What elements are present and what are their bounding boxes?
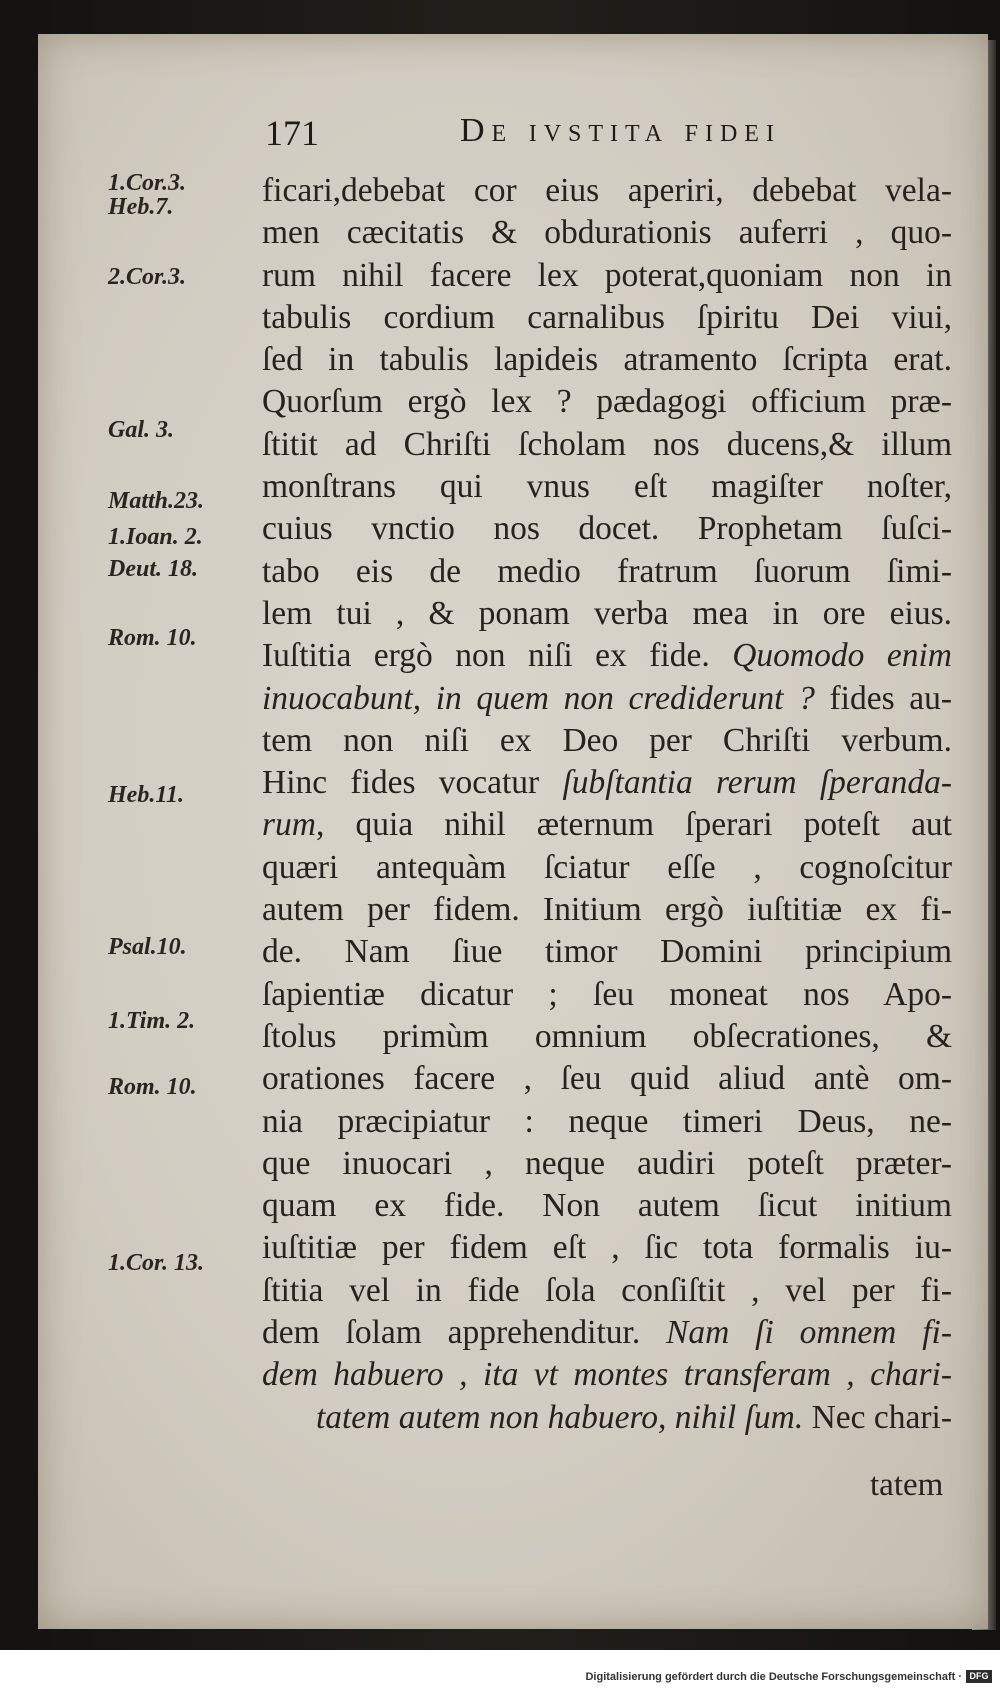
text-line [262, 1185, 952, 1227]
text-segment: men cæcitatis & obdurationis auferri , quo- [262, 214, 952, 252]
text-line [262, 635, 952, 677]
text-line [262, 804, 952, 846]
text-segment: monſtrans qui vnus eſt magiſter noſter, [262, 468, 952, 506]
catchword: tatem [870, 1467, 944, 1503]
text-segment: cuius vnctio nos docet. Prophetam ſuſci- [262, 510, 952, 548]
text-segment: rum nihil facere lex poterat,quoniam non in [262, 256, 952, 294]
margin-note: Gal. 3. [108, 417, 174, 443]
italic-segment: Quomodo enim [732, 637, 952, 675]
text-segment: autem per fidem. Initium ergò iuſtitiæ ex fi- [262, 891, 952, 929]
text-segment: Nec chari- [803, 1398, 952, 1436]
text-line [262, 847, 952, 889]
text-segment: ſtitia vel in fide ſola conſiſtit , vel per fi- [262, 1271, 952, 1309]
margin-note: 1.Cor.3. [108, 170, 187, 196]
text-segment: tabo eis de medio fratrum ſuorum ſimi- [262, 552, 952, 590]
margin-note: 1.Ioan. 2. [108, 524, 203, 550]
margin-note: 1.Tim. 2. [108, 1008, 196, 1034]
text-line [262, 508, 952, 550]
text-segment: Quorſum ergò lex ? pædagogi officium præ- [262, 383, 952, 421]
text-line [262, 339, 952, 381]
text-line [262, 381, 952, 423]
text-segment: Iuſtitia ergò non niſi ex fide. [262, 637, 733, 675]
text-line [262, 1227, 952, 1269]
text-line [262, 720, 952, 762]
text-segment: dem ſolam apprehenditur. [262, 1314, 667, 1352]
text-line [262, 762, 952, 804]
page-number: 171 [265, 113, 319, 153]
text-segment: Hinc fides vocatur [262, 764, 563, 802]
text-segment: quam ex fide. Non autem ſicut initium [262, 1187, 952, 1225]
text-line [262, 170, 952, 212]
text-segment: quæri antequàm ſciatur eſſe , cognoſcitur [262, 848, 952, 886]
margin-note: Rom. 10. [108, 625, 197, 651]
margin-note: Heb.11. [108, 782, 184, 808]
text-segment: ſtolus primùm omnium obſecrationes, & [262, 1017, 952, 1055]
margin-note: Rom. 10. [108, 1074, 197, 1100]
text-line [262, 974, 952, 1016]
digitization-credit: Digitalisierung gefördert durch die Deutsche Forschungsgemeinschaft · [585, 1671, 962, 1683]
text-segment: fides au- [814, 679, 953, 717]
text-line [262, 297, 952, 339]
margin-note: Psal.10. [108, 934, 187, 960]
text-segment: nia præcipiatur : neque timeri Deus, ne- [262, 1102, 952, 1140]
text-segment: tem non niſi ex Deo per Chriſti verbum. [262, 721, 952, 759]
text-line [262, 1016, 952, 1058]
text-line [262, 593, 952, 635]
margin-note: 2.Cor.3. [108, 264, 187, 290]
footer-bar [0, 1650, 1000, 1690]
text-segment: tabulis cordium carnalibus ſpiritu Dei viui, [262, 298, 952, 336]
italic-segment: rum [262, 806, 316, 844]
text-line [262, 1354, 952, 1396]
text-segment: orationes facere , ſeu quid aliud antè om- [262, 1060, 952, 1098]
text-line [262, 466, 952, 508]
text-line [262, 212, 952, 254]
text-line [262, 1312, 952, 1354]
text-line [262, 889, 952, 931]
text-line [262, 255, 952, 297]
text-line [262, 1270, 952, 1312]
dfg-logo: DFG [966, 1670, 992, 1683]
text-line [262, 931, 952, 973]
margin-note: Matth.23. [108, 488, 205, 514]
text-segment: ficari,debebat cor eius aperiri, debebat vela- [262, 172, 952, 209]
text-segment: que inuocari , neque audiri poteſt præter- [262, 1144, 952, 1182]
text-line [262, 1058, 952, 1100]
body-text [262, 170, 952, 1439]
text-line [262, 678, 952, 720]
text-segment: ſtitit ad Chriſti ſcholam nos ducens,& illum [262, 425, 952, 463]
italic-segment: Nam ſi omnem fi- [666, 1314, 952, 1352]
text-line [262, 1397, 952, 1439]
text-segment: ſapientiæ dicatur ; ſeu moneat nos Apo- [262, 975, 952, 1013]
text-line [262, 551, 952, 593]
text-line [262, 1143, 952, 1185]
margin-note: Heb.7. [108, 194, 174, 220]
text-segment: ſed in tabulis lapideis atramento ſcripta erat. [262, 341, 952, 379]
margin-note: Deut. 18. [108, 556, 198, 582]
margin-note: 1.Cor. 13. [108, 1250, 205, 1276]
text-segment: lem tui , & ponam verba mea in ore eius. [262, 594, 952, 632]
text-line [262, 424, 952, 466]
italic-segment: tatem autem non habuero, nihil ſum. [315, 1398, 804, 1436]
text-segment: iuſtitiæ per fidem eſt , ſic tota formalis iu- [262, 1229, 952, 1267]
text-line [262, 1101, 952, 1143]
text-segment: , quia nihil æternum ſperari poteſt aut [315, 806, 952, 844]
margin-notes [108, 170, 238, 1470]
text-segment: de. Nam ſiue timor Domini principium [262, 933, 952, 971]
italic-segment: ſubſtantia rerum ſperanda- [562, 764, 952, 802]
running-head [265, 112, 965, 162]
italic-segment: dem habuero , ita vt montes transferam , chari- [262, 1356, 952, 1394]
italic-segment: inuocabunt, in quem non crediderunt ? [262, 679, 815, 717]
running-title: De ivstita fidei [460, 112, 781, 149]
